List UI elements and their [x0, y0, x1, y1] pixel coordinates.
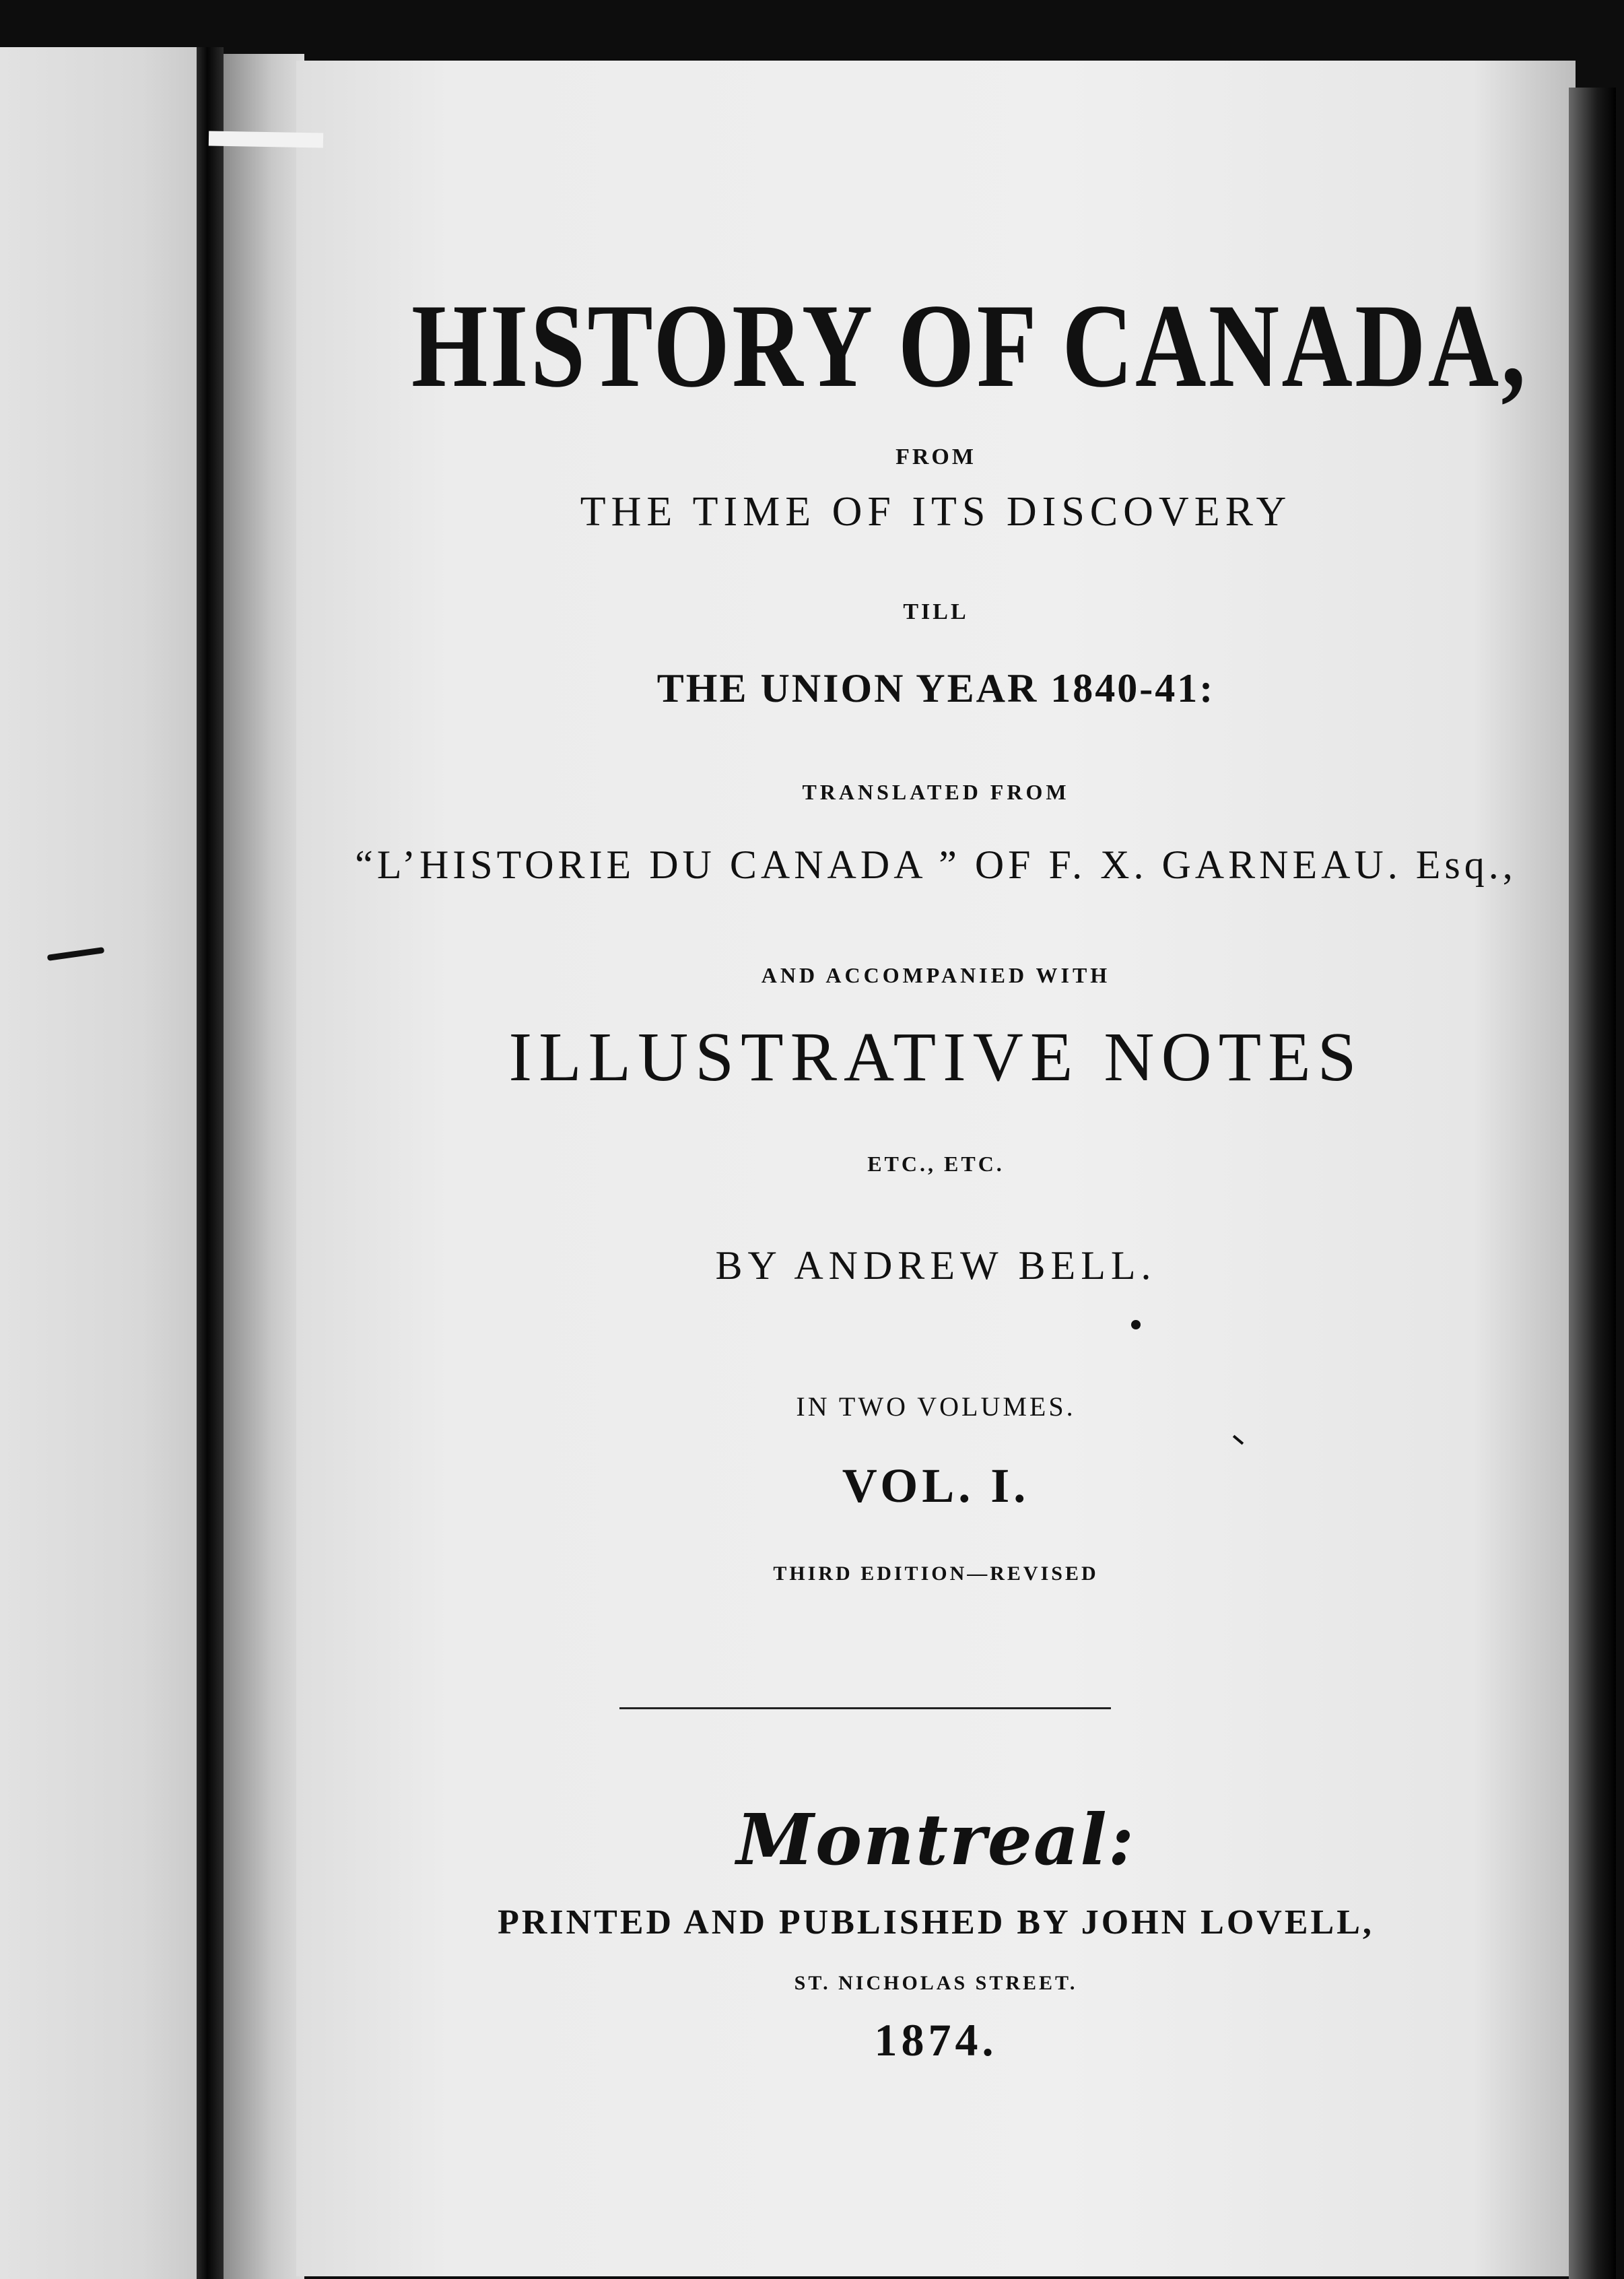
publisher-text: PRINTED AND PUBLISHED BY JOHN LOVELL, [498, 1903, 1374, 1942]
till-text: TILL [903, 599, 969, 624]
union-year-text: THE UNION YEAR 1840-41: [656, 666, 1215, 711]
year-text: 1874. [874, 2014, 998, 2066]
author-text: BY ANDREW BELL. [715, 1243, 1157, 1288]
accompanied-with-text: AND ACCOMPANIED WITH [761, 963, 1111, 987]
volume-number: VOL. I. [842, 1459, 1030, 1513]
translated-from-text: TRANSLATED FROM [802, 780, 1070, 804]
street-text: ST. NICHOLAS STREET. [794, 1972, 1078, 1994]
book-gutter [197, 47, 224, 2279]
original-work-text: “L’HISTORIE DU CANADA ” OF F. X. GARNEAU. Esq., [355, 843, 1517, 887]
from-text: FROM [895, 444, 976, 469]
etc-text: ETC., ETC. [867, 1152, 1005, 1176]
title-page-text [296, 61, 1576, 2276]
book-title: HISTORY OF CANADA, [411, 279, 1528, 412]
left-page [0, 47, 202, 2279]
illustrative-notes-heading: ILLUSTRATIVE NOTES [508, 1018, 1363, 1096]
city-text: Montreal: [736, 1798, 1136, 1881]
time-of-discovery-text: THE TIME OF ITS DISCOVERY [580, 489, 1292, 535]
gutter-shadow [224, 54, 304, 2279]
divider-rule [619, 1707, 1111, 1709]
volumes-text: IN TWO VOLUMES. [796, 1391, 1076, 1422]
page-edge [1569, 88, 1616, 2279]
edition-text: THIRD EDITION—REVISED [773, 1562, 1099, 1585]
